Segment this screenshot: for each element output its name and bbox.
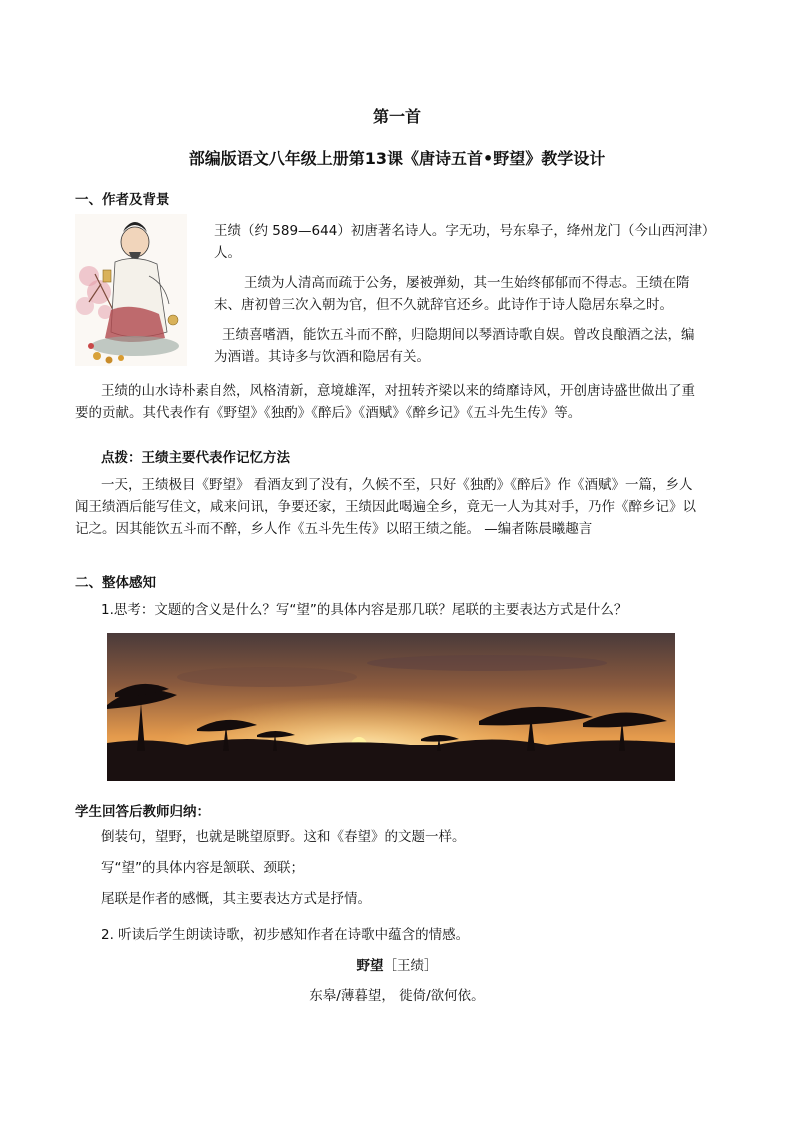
poem-author: ［王绩］ bbox=[383, 958, 438, 974]
lesson-title: 部编版语文八年级上册第13课《唐诗五首•野望》教学设计 bbox=[188, 149, 606, 168]
poet-portrait-image bbox=[75, 214, 187, 366]
wine-paragraph bbox=[214, 324, 714, 368]
career-line: 末、唐初曾三次入朝为官，但不久就辞官还乡。此诗作于诗人隐居东皋之时。 bbox=[214, 297, 673, 313]
memory-tip-title: 点拨：王绩主要代表作记忆方法 bbox=[101, 450, 290, 466]
bio-paragraph bbox=[214, 220, 714, 264]
career-line: 王绩为人清高而疏于公务，屡被弹劾，其一生始终郁郁而不得志。王绩在隋 bbox=[244, 275, 690, 291]
sunset-landscape-image bbox=[107, 633, 675, 781]
question-2: 2. 听读后学生朗读诗歌，初步感知作者在诗歌中蕴含的情感。 bbox=[101, 927, 470, 943]
career-paragraph bbox=[214, 272, 714, 316]
memory-tip-paragraph bbox=[75, 474, 735, 540]
wine-line: 王绩喜嗜酒，能饮五斗而不醉，归隐期间以琴酒诗歌自娱。曾改良酿酒之法，编 bbox=[222, 327, 695, 343]
answer-3: 尾联是作者的感慨，其主要表达方式是抒情。 bbox=[101, 891, 371, 907]
style-paragraph bbox=[75, 380, 735, 424]
answer-summary-title: 学生回答后教师归纳： bbox=[75, 804, 210, 820]
poem-title: 野望 bbox=[356, 958, 384, 974]
tip-line: 一天，王绩极目《野望》 看酒友到了没有，久候不至，只好《独酌》《醉后》作《酒赋》一篇，乡人 bbox=[101, 477, 693, 493]
style-line: 王绩的山水诗朴素自然，风格清新，意境雄浑，对扭转齐梁以来的绮靡诗风，开创唐诗盛世做出了重 bbox=[101, 383, 695, 399]
wine-line: 为酒谱。其诗多与饮酒和隐居有关。 bbox=[214, 349, 430, 365]
tip-line: 记之。因其能饮五斗而不醉，乡人作《五斗先生传》以昭王绩之能。 —编者陈晨曦趣言 bbox=[75, 521, 593, 537]
answer-2: 写“望”的具体内容是颔联、颈联； bbox=[101, 860, 304, 876]
bio-line: 人。 bbox=[214, 245, 241, 261]
style-line: 要的贡献。其代表作有《野望》《独酌》《醉后》《酒赋》《醉乡记》《五斗先生传》等。 bbox=[75, 405, 582, 421]
bio-line: 王绩（约 589—644）初唐著名诗人。字无功，号东皋子，绛州龙门（今山西河津） bbox=[214, 223, 716, 239]
section-author-background-title: 一、作者及背景 bbox=[75, 192, 170, 208]
question-1: 1.思考：文题的含义是什么？写“望”的具体内容是那几联？尾联的主要表达方式是什么？ bbox=[101, 602, 628, 618]
poem-heading bbox=[0, 955, 794, 977]
page-heading-first: 第一首 bbox=[372, 107, 421, 126]
tip-line: 闻王绩酒后能写佳文，咸来问讯，争要还家，王绩因此喝遍全乡，竟无一人为其对手，乃作《醉乡记》以 bbox=[75, 499, 696, 515]
poem-line-1: 东皋/薄暮望， 徙倚/欲何依。 bbox=[309, 988, 485, 1004]
section-overall-title: 二、整体感知 bbox=[75, 575, 156, 591]
answer-1: 倒装句，望野，也就是眺望原野。这和《春望》的文题一样。 bbox=[101, 829, 466, 845]
